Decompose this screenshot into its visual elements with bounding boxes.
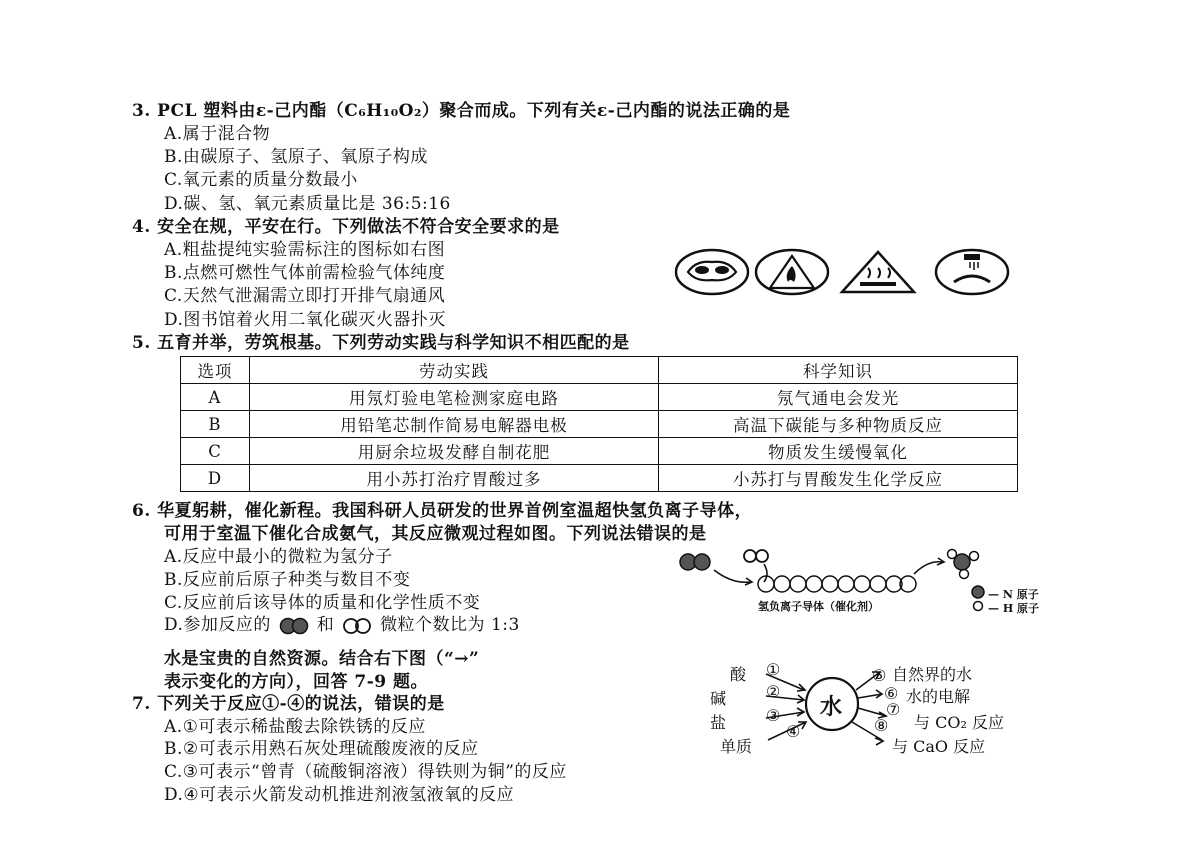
table-header-option: 选项 [181, 357, 250, 384]
h2-molecule-icon [340, 617, 374, 635]
question-3-option-a: A.属于混合物 [164, 124, 271, 144]
table-cell: C [181, 438, 250, 465]
question-5-stem: 5. 五育并举，劳筑根基。下列劳动实践与科学知识不相匹配的是 [132, 333, 630, 353]
n2-molecule-icon [277, 617, 311, 635]
table-cell: 高温下碳能与多种物质反应 [659, 411, 1018, 438]
table-row [181, 438, 1018, 465]
table-row [181, 384, 1018, 411]
right-label-co2: 与 CO₂ 反应 [914, 713, 1004, 732]
reaction-number-4: ④ [786, 722, 801, 741]
table-row [181, 465, 1018, 492]
n2-molecule-icon [680, 554, 710, 570]
table-cell: 氖气通电会发光 [659, 384, 1018, 411]
table-cell: 小苏打与胃酸发生化学反应 [659, 465, 1018, 492]
water-diagram [696, 660, 1076, 760]
table-cell: 用厨余垃圾发酵自制花肥 [250, 438, 659, 465]
right-label-natural-water: 自然界的水 [892, 665, 973, 684]
table-row [181, 411, 1018, 438]
reaction-number-6: ⑥ [884, 684, 899, 703]
legend-n-atom: — N 原子 [988, 588, 1039, 601]
arrow-icon [914, 562, 942, 574]
question-4-option-b: B.点燃可燃性气体前需检验气体纯度 [164, 263, 446, 283]
right-label-electrolysis: 水的电解 [906, 687, 971, 706]
left-label-element: 单质 [720, 737, 753, 756]
question-3-option-b: B.由碳原子、氢原子、氧原子构成 [164, 147, 428, 167]
question-3-option-c: C.氧元素的质量分数最小 [164, 170, 358, 190]
intro-line1: 水是宝贵的自然资源。结合右下图（“→” [164, 649, 480, 669]
question-3-stem: 3. PCL 塑料由ε-己内酯（C₆H₁₀O₂）聚合而成。下列有关ε-己内酯的说法正确的是 [132, 101, 791, 121]
question-5-table [180, 356, 1018, 492]
reaction-number-1: ① [766, 660, 781, 679]
reaction-number-5: ⑤ [872, 666, 887, 685]
table-header-practice: 劳动实践 [250, 357, 659, 384]
table-cell: A [181, 384, 250, 411]
question-6-option-c: C.反应前后该导体的质量和化学性质不变 [164, 593, 481, 613]
option-d-mid: 和 [316, 615, 335, 635]
question-7-stem: 7. 下列关于反应①-④的说法，错误的是 [132, 694, 445, 714]
question-4-stem: 4. 安全在规，平安在行。下列做法不符合安全要求的是 [132, 217, 560, 237]
flame-icon [756, 250, 828, 294]
goggles-icon [676, 250, 748, 294]
question-3-option-d: D.碳、氢、氧元素质量比是 36:5:16 [164, 194, 451, 214]
left-label-acid: 酸 [730, 665, 747, 684]
reaction-number-3: ③ [766, 706, 781, 725]
question-6-option-a: A.反应中最小的微粒为氢分子 [164, 547, 393, 567]
nh3-molecule-icon [948, 550, 979, 579]
figure-caption: 氢负离子导体（催化剂） [758, 600, 879, 613]
question-6-option-b: B.反应前后原子种类与数目不变 [164, 570, 411, 590]
table-cell: 用小苏打治疗胃酸过多 [250, 465, 659, 492]
table-cell: 用铅笔芯制作简易电解器电极 [250, 411, 659, 438]
water-center-label: 水 [820, 694, 843, 720]
arrow-icon [714, 570, 750, 582]
table-header-row [181, 357, 1018, 384]
reaction-number-2: ② [766, 682, 781, 701]
question-4-option-a: A.粗盐提纯实验需标注的图标如右图 [164, 240, 446, 260]
question-7-option-c: C.③可表示“曾青（硫酸铜溶液）得铁则为铜”的反应 [164, 762, 567, 782]
table-cell: 用氖灯验电笔检测家庭电路 [250, 384, 659, 411]
right-label-cao: 与 CaO 反应 [892, 737, 986, 756]
intro-line2: 表示变化的方向），回答 7-9 题。 [164, 672, 429, 692]
option-d-suffix: 微粒个数比为 1:3 [380, 615, 520, 635]
catalyst-surface-icon [758, 576, 916, 592]
n-atom-legend-icon [972, 586, 984, 598]
safety-icons [674, 248, 1010, 296]
option-d-prefix: D.参加反应的 [164, 615, 271, 635]
reaction-figure [676, 548, 1076, 618]
table-cell: B [181, 411, 250, 438]
table-cell: 物质发生缓慢氧化 [659, 438, 1018, 465]
reaction-number-8: ⑧ [874, 716, 889, 735]
legend-h-atom: — H 原子 [988, 602, 1040, 615]
wash-hands-icon [936, 250, 1008, 294]
question-7-option-d: D.④可表示火箭发动机推进剂液氢液氧的反应 [164, 785, 515, 805]
h2-molecule-icon [744, 550, 768, 562]
left-label-salt: 盐 [710, 713, 727, 732]
question-6-option-d [164, 614, 520, 636]
question-4-option-d: D.图书馆着火用二氧化碳灭火器扑灭 [164, 310, 446, 330]
question-6-stem-line1: 6. 华夏躬耕，催化新程。我国科研人员研发的世界首例室温超快氢负离子导体， [132, 501, 753, 521]
reaction-number-7: ⑦ [886, 700, 901, 719]
question-7-option-b: B.②可表示用熟石灰处理硫酸废液的反应 [164, 739, 479, 759]
table-cell: D [181, 465, 250, 492]
question-7-option-a: A.①可表示稀盐酸去除铁锈的反应 [164, 717, 426, 737]
question-6-stem-line2: 可用于室温下催化合成氨气，其反应微观过程如图。下列说法错误的是 [164, 524, 707, 544]
table-header-knowledge: 科学知识 [659, 357, 1018, 384]
h-atom-legend-icon [974, 602, 983, 611]
question-4-option-c: C.天然气泄漏需立即打开排气扇通风 [164, 286, 446, 306]
left-label-base: 碱 [710, 689, 727, 708]
hot-surface-icon [842, 252, 914, 292]
